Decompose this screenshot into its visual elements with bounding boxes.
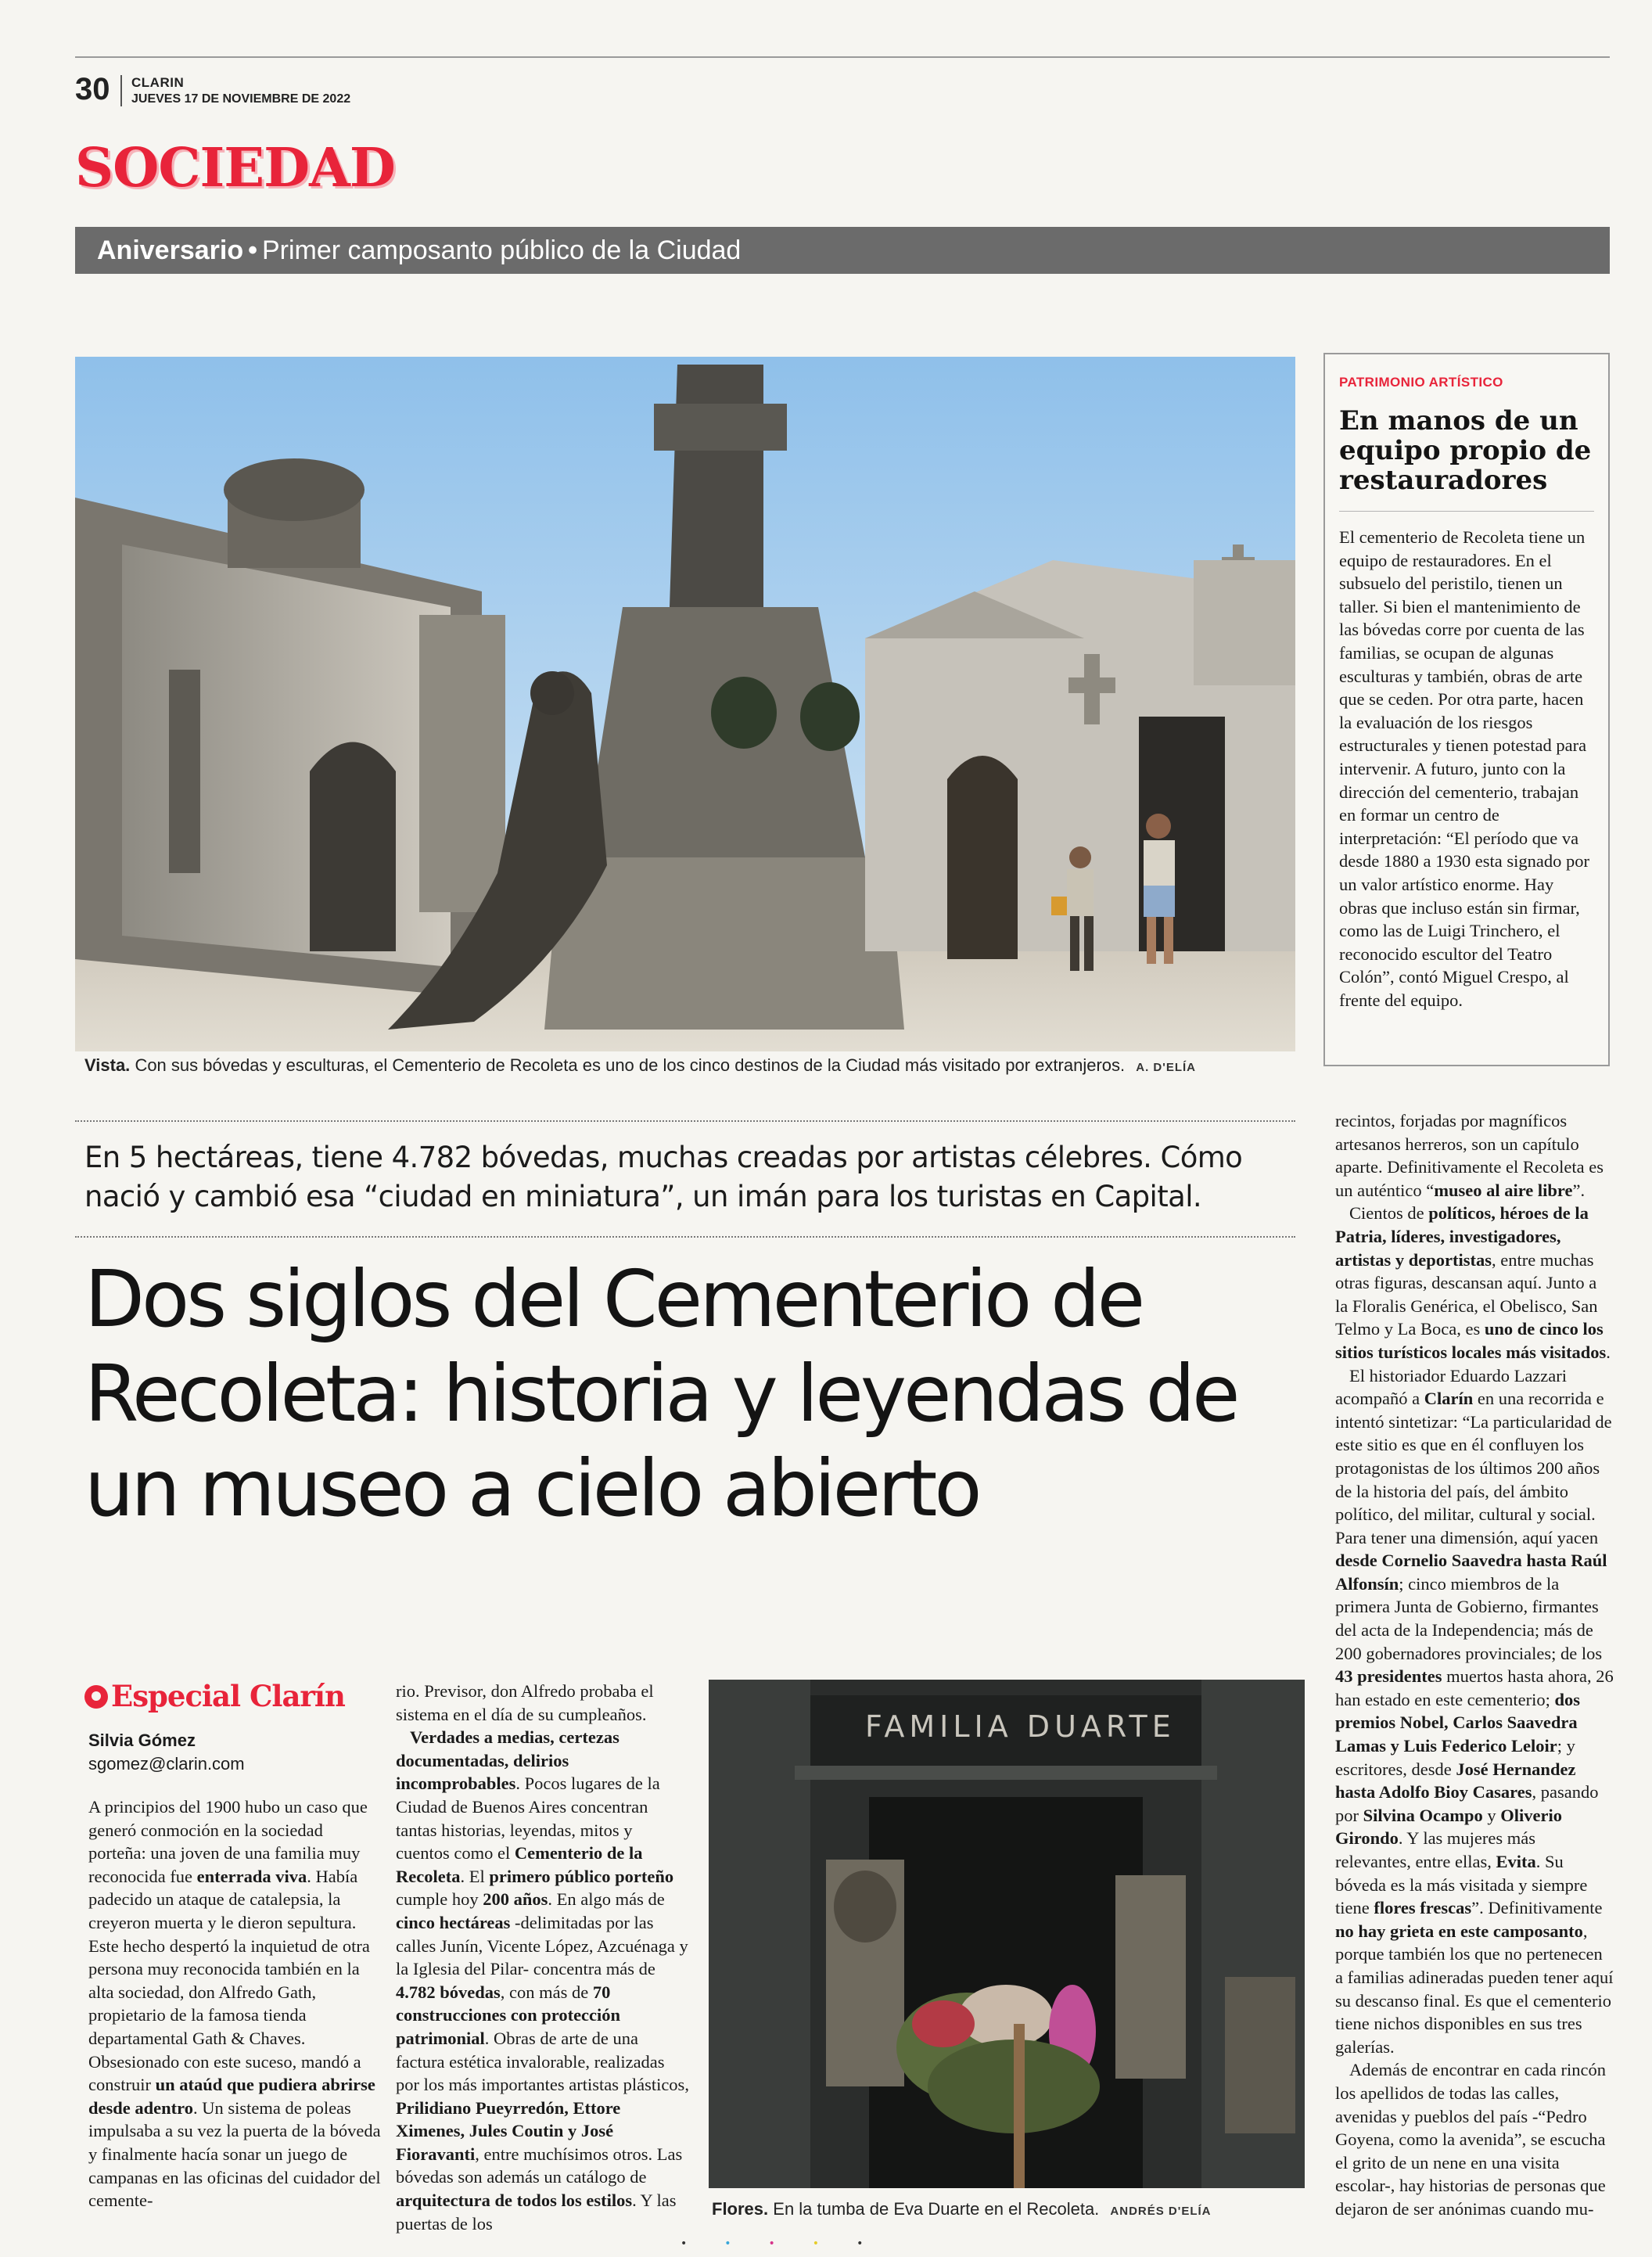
page-number: 30 bbox=[75, 72, 110, 106]
sidebar-title: En manos de un equipo propio de restauradores bbox=[1339, 405, 1592, 496]
paragraph: El historiador Eduardo Lazzari acompañó a Clarín en una recorrida e intentó sintetizar: “La particularidad de este sitio es que en él confluyen los protagonistas de los últimos 200 años de la historia del país, del ámbito político, del militar, cultural y social. Para tener una dimensión, aquí yacen desde Cornelio Saavedra hasta Raúl Alfonsín; cinco miembros de la primera Junta de Gobierno, firmantes del acta de la Independencia; más de 200 gobernadores provinciales; de los 43 presidentes muertos hasta ahora, 26 han estado en este cementerio; dos premios Nobel, Carlos Saavedra Lamas y Luis Federico Leloir; y escritores, desde José Hernandez hasta Adolfo Bioy Casares, pasando por Silvina Ocampo y Oliverio Girondo. Y las mujeres más relevantes, entre ellas, Evita. Su bóveda es la más visitada y siempre tiene flores frescas”. Definitivamente no hay grieta en este camposanto, porque también los que no pertenecen a familias adineradas pueden tener aquí su descanso final. Es que el cementerio tiene nichos disponibles en sus tres galerías. bbox=[1335, 1365, 1614, 2057]
author-email: sgomez@clarin.com bbox=[88, 1754, 245, 1774]
paragraph: A principios del 1900 hubo un caso que generó conmoción en la sociedad porteña: una joven de una familia muy reconocida fue enterrada viva. Había padecido un ataque de catalepsia, la creyeron muerta y le dieron sepultura. Este hecho despertó la inquietud de otra persona muy reconocida también en la alta sociedad, don Alfredo Gath, propietario de la famosa tienda departamental Gath & Chaves. Obsesionado con este suceso, mandó a construir un ataúd que pudiera abrirse desde adentro. Un sistema de poleas impulsaba a su vez la puerta de la bóveda y finalmente hacía sonar un juego de campanas en las oficinas del cuidador del cemente- bbox=[88, 1797, 381, 2211]
cemetery-illustration bbox=[75, 357, 1295, 1051]
second-caption-lead: Flores. bbox=[712, 2199, 769, 2219]
registration-marks: ••••• bbox=[681, 2237, 901, 2250]
publication-name: CLARIN bbox=[131, 75, 185, 90]
paragraph: Cientos de políticos, héroes de la Patria, líderes, investigadores, artistas y deportistas, entre muchas otras figuras, descansan aquí. Junto a la Floralis Genérica, el Obelisco, San Telmo y La Boca, es uno de cinco los sitios turísticos locales más visitados. bbox=[1335, 1203, 1611, 1362]
sidebar-box bbox=[1323, 353, 1610, 1066]
deck: En 5 hectáreas, tiene 4.782 bóvedas, muchas creadas por artistas célebres. Cómo nació y cambió esa “ciudad en miniatura”, un imán para los turistas en Capital. bbox=[84, 1141, 1243, 1213]
sidebar-body: El cementerio de Recoleta tiene un equipo de restauradores. En el subsuelo del peristilo, tienen un taller. Si bien el mantenimiento de las bóvedas corre por cuenta de las familias, se ocupan de algunas esculturas y también, obras de arte que se ceden. Por otra parte, hacen la evaluación de los riesgos estructurales y tienen potestad para intervenir. A futuro, junto con la dirección del cementerio, trabajan en formar un centro de interpretación: “El período que va desde 1880 a 1930 esta signado por un valor artístico enorme. Hay obras que incluso están sin firmar, como las de Luigi Trinchero, el reconocido escultor del Teatro Colón”, contó Miguel Crespo, al frente del equipo. bbox=[1339, 527, 1589, 1010]
kicker-separator: • bbox=[248, 235, 257, 265]
duarte-tomb-illustration bbox=[709, 1680, 1305, 2188]
paragraph: rio. Previsor, don Alfredo probaba el sistema en el día de su cumpleaños. bbox=[396, 1681, 654, 1724]
main-caption-text: Con sus bóvedas y esculturas, el Cementerio de Recoleta es uno de los cinco destinos de la Ciudad más visitado por extranjeros. bbox=[135, 1055, 1126, 1075]
section-title: SOCIEDAD bbox=[75, 137, 395, 199]
body-column-2 bbox=[396, 1680, 690, 2235]
main-photo-cemetery bbox=[75, 357, 1295, 1051]
headline: Dos siglos del Cementerio de Recoleta: historia y leyendas de un museo a cielo abierto bbox=[84, 1253, 1237, 1534]
body-column-right bbox=[1335, 1109, 1614, 2221]
top-rule bbox=[75, 56, 1610, 58]
paragraph: Verdades a medias, certezas documentadas, delirios incomprobables. Pocos lugares de la Ciudad de Buenos Aires concentran tantas historias, leyendas, mitos y cuentos como el Cementerio de la Recoleta. El primero público porteño cumple hoy 200 años. En algo más de cinco hectáreas -delimitadas por las calles Junín, Vicente López, Azcuénaga y la Iglesia del Pilar- concentra más de 4.782 bóvedas, con más de 70 construcciones con protección patrimonial. Obras de arte de una factura estética invalorable, realizadas por los más importantes artistas plásticos, Prilidiano Pueyrredón, Ettore Ximenes, Jules Coutin y José Fioravanti, entre muchísimos otros. Las bóvedas son además un catálogo de arquitectura de todos los estilos. Y las puertas de los bbox=[396, 1727, 689, 2234]
issue-date: JUEVES 17 DE NOVIEMBRE DE 2022 bbox=[131, 92, 351, 106]
main-photo-caption bbox=[84, 1055, 1305, 1076]
kicker-label: Aniversario bbox=[97, 235, 244, 265]
kicker-text: Primer camposanto público de la Ciudad bbox=[262, 235, 742, 265]
second-caption-text: En la tumba de Eva Duarte en el Recoleta. bbox=[773, 2199, 1100, 2219]
paragraph: Además de encontrar en cada rincón los apellidos de todas las calles, avenidas y pueblos del país -“Pedro Goyena, como la avenida”, se escucha el grito de un nene en una visita escolar-, hay historias de personas que dejaron de ser anónimas cuando mu- bbox=[1335, 2060, 1606, 2219]
main-caption-lead: Vista. bbox=[84, 1055, 131, 1075]
clarin-logo-icon bbox=[84, 1685, 108, 1709]
author-name: Silvia Gómez bbox=[88, 1730, 196, 1750]
deck-rule-top bbox=[75, 1120, 1295, 1122]
second-photo-caption bbox=[712, 2199, 1306, 2219]
folio-divider bbox=[120, 75, 122, 106]
second-photo-duarte-tomb bbox=[709, 1680, 1305, 2188]
paragraph: recintos, forjadas por magníficos artesanos herreros, son un capítulo aparte. Definitivamente el Recoleta es un auténtico “museo al aire libre”. bbox=[1335, 1111, 1604, 1200]
second-photo-credit: ANDRÉS D'ELÍA bbox=[1110, 2205, 1212, 2218]
brand-label: Especial Clarín bbox=[111, 1679, 345, 1713]
familia-duarte-plaque: FAMILIA DUARTE bbox=[865, 1709, 1176, 1744]
body-column-1 bbox=[88, 1795, 382, 2212]
deck-rule-bottom bbox=[75, 1236, 1295, 1238]
sidebar-kicker: PATRIMONIO ARTÍSTICO bbox=[1339, 375, 1503, 390]
main-photo-credit: A. D'ELÍA bbox=[1136, 1061, 1196, 1074]
kicker-bar bbox=[75, 227, 1610, 274]
especial-clarin-brand bbox=[84, 1679, 345, 1713]
sidebar-divider bbox=[1339, 511, 1594, 512]
